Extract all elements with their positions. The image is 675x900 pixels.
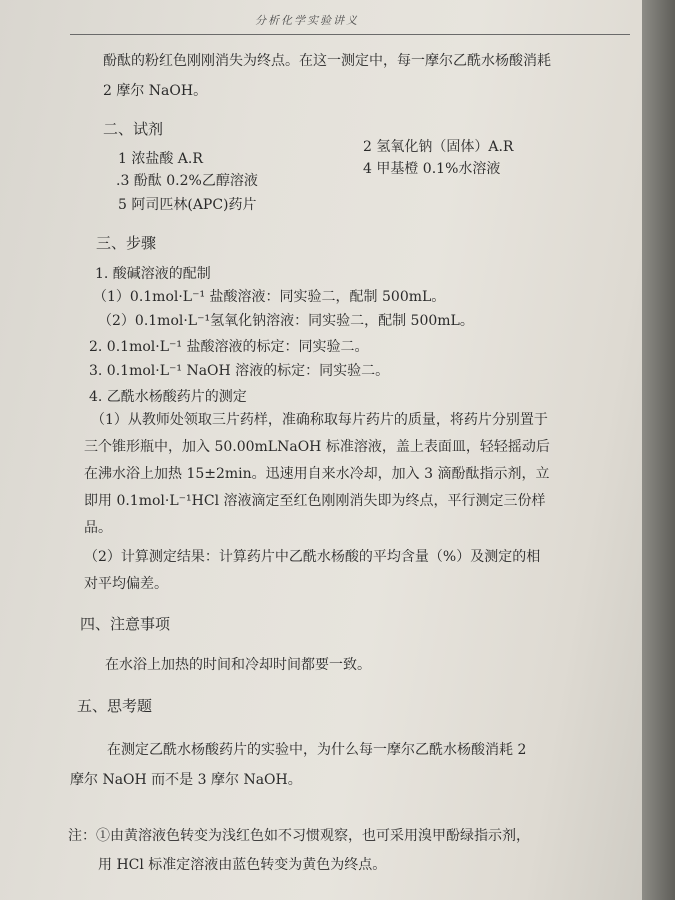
step-line: 即用 0.1mol·L⁻¹HCl 溶液滴定至红色刚刚消失即为终点，平行测定三份样 xyxy=(84,493,546,509)
header-divider xyxy=(70,34,630,35)
question-line: 摩尔 NaOH 而不是 3 摩尔 NaOH。 xyxy=(70,772,302,788)
step-line: 品。 xyxy=(84,520,112,536)
step-line: （2）0.1mol·L⁻¹氢氧化钠溶液：同实验二，配制 500mL。 xyxy=(98,313,474,329)
footnote-line: 用 HCl 标准定溶液由蓝色转变为黄色为终点。 xyxy=(98,857,387,873)
step-line: 1. 酸碱溶液的配制 xyxy=(95,266,211,282)
question-line: 在测定乙酰水杨酸药片的实验中，为什么每一摩尔乙酰水杨酸消耗 2 xyxy=(107,742,527,758)
step-line: 三个锥形瓶中，加入 50.00mLNaOH 标准溶液，盖上表面皿，轻轻摇动后 xyxy=(84,439,550,455)
step-line: 2. 0.1mol·L⁻¹ 盐酸溶液的标定：同实验二。 xyxy=(89,339,369,355)
notes-heading: 四、注意事项 xyxy=(80,615,171,633)
steps-heading: 三、步骤 xyxy=(96,234,157,252)
step-line: 4. 乙酰水杨酸药片的测定 xyxy=(89,389,247,405)
step-line: 对平均偏差。 xyxy=(84,576,168,592)
page-edge-shadow xyxy=(642,0,675,900)
step-line: （1）从教师处领取三片药样，准确称取每片药片的质量，将药片分别置于 xyxy=(91,412,548,428)
step-line: 在沸水浴上加热 15±2min。迅速用自来水冷却，加入 3 滴酚酞指示剂，立 xyxy=(84,466,550,482)
running-header: 分析化学实验讲义 xyxy=(255,14,359,27)
step-line: （1）0.1mol·L⁻¹ 盐酸溶液：同实验二，配制 500mL。 xyxy=(93,289,446,305)
step-line: 3. 0.1mol·L⁻¹ NaOH 溶液的标定：同实验二。 xyxy=(89,363,390,379)
reagent-item: .3 酚酞 0.2%乙醇溶液 xyxy=(116,173,258,189)
footnote-line: 注：①由黄溶液色转变为浅红色如不习惯观察，也可采用溴甲酚绿指示剂， xyxy=(68,828,530,844)
reagent-item: 5 阿司匹林(APC)药片 xyxy=(118,197,257,213)
intro-line-1: 酚酞的粉红色刚刚消失为终点。在这一测定中，每一摩尔乙酰水杨酸消耗 xyxy=(103,53,551,69)
reagent-item: 2 氢氧化钠（固体）A.R xyxy=(363,139,514,155)
reagents-heading: 二、试剂 xyxy=(103,120,164,138)
questions-heading: 五、思考题 xyxy=(77,697,153,715)
intro-line-2: 2 摩尔 NaOH。 xyxy=(103,83,208,99)
step-line: （2）计算测定结果：计算药片中乙酰水杨酸的平均含量（%）及测定的相 xyxy=(84,549,541,565)
reagent-item: 1 浓盐酸 A.R xyxy=(118,151,203,167)
reagent-item: 4 甲基橙 0.1%水溶液 xyxy=(363,161,501,177)
note-line: 在水浴上加热的时间和冷却时间都要一致。 xyxy=(105,657,371,673)
